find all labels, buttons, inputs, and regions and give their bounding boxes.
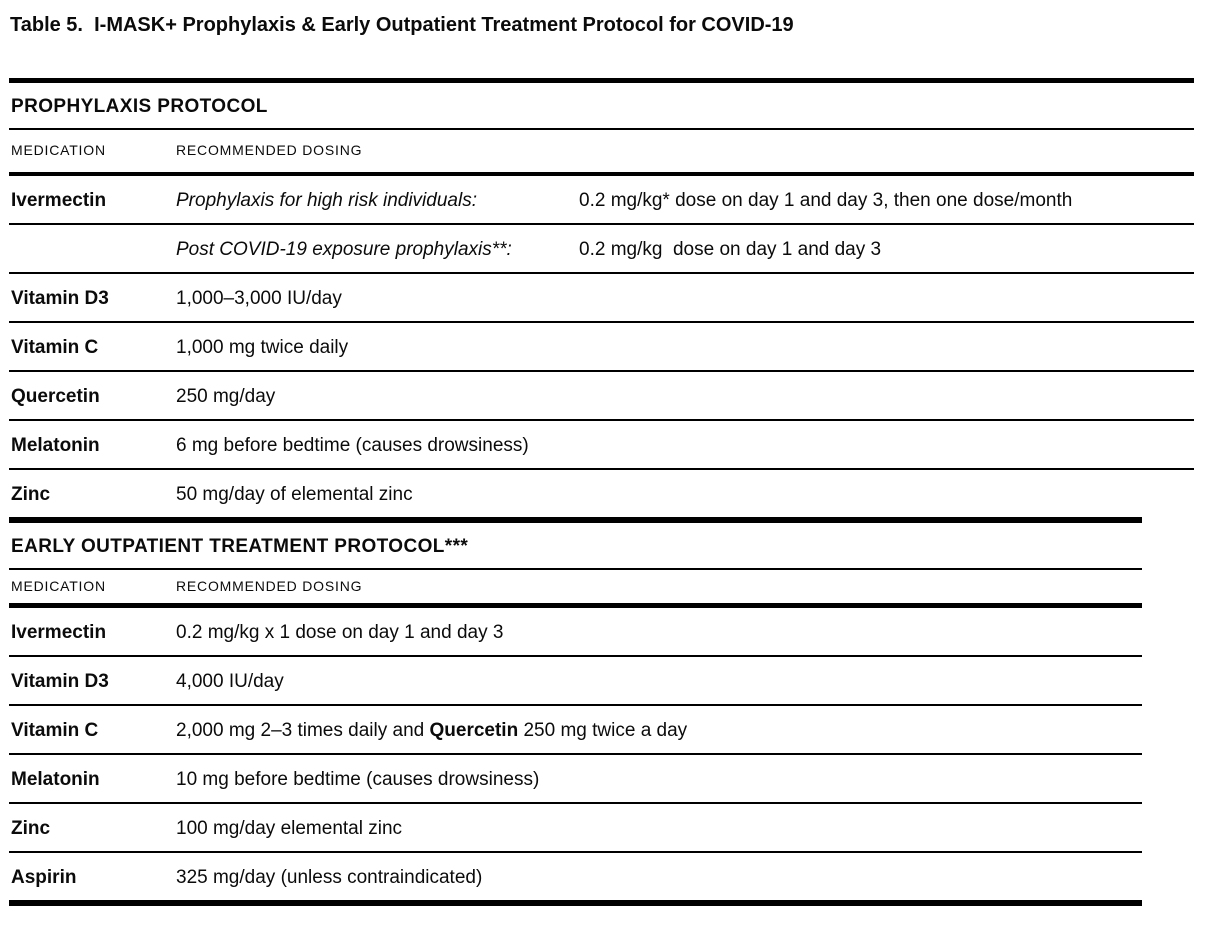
section-header-prophylaxis: PROPHYLAXIS PROTOCOL [9, 83, 1194, 130]
dosing-value: 325 mg/day (unless contraindicated) [176, 867, 483, 888]
dosing-value: 0.2 mg/kg dose on day 1 and day 3 [579, 239, 882, 260]
table-row [9, 853, 1142, 900]
table-row [9, 274, 1194, 323]
table-row [9, 470, 1194, 517]
table-row [9, 225, 1194, 274]
column-header-dosing: RECOMMENDED DOSING [176, 578, 363, 594]
prophylaxis-protocol-table [9, 78, 1194, 517]
medication-name: Quercetin [11, 386, 100, 407]
table-row [9, 372, 1194, 421]
dosing-value: 250 mg/day [176, 386, 276, 407]
medication-name: Vitamin D3 [11, 671, 109, 692]
dosing-value: 0.2 mg/kg* dose on day 1 and day 3, then one dose/month [579, 190, 1073, 211]
medication-name: Vitamin D3 [11, 288, 109, 309]
dosing-context-label: Prophylaxis for high risk individuals: [176, 190, 477, 211]
table-row [9, 608, 1142, 657]
medication-name: Zinc [11, 818, 51, 839]
medication-name: Ivermectin [11, 190, 107, 211]
table-caption: Table 5. I-MASK+ Prophylaxis & Early Outpatient Treatment Protocol for COVID-19 [10, 14, 794, 36]
dosing-value: 1,000–3,000 IU/day [176, 288, 342, 309]
dosing-bold-medication: Quercetin [429, 720, 519, 741]
column-header-dosing: RECOMMENDED DOSING [176, 142, 363, 158]
medication-name: Ivermectin [11, 622, 107, 643]
dosing-value: 4,000 IU/day [176, 671, 284, 692]
column-header-row [9, 130, 1194, 176]
medication-name: Melatonin [11, 435, 100, 456]
table-row [9, 323, 1194, 372]
column-header-medication: MEDICATION [11, 578, 106, 594]
medication-name: Melatonin [11, 769, 100, 790]
table-row [9, 176, 1194, 225]
medication-name: Zinc [11, 484, 51, 505]
medication-name [11, 238, 176, 261]
medication-name: Aspirin [11, 867, 77, 888]
column-header-medication: MEDICATION [11, 142, 106, 158]
column-header-row [9, 570, 1142, 608]
table-row [9, 657, 1142, 706]
dosing-context-label: Post COVID-19 exposure prophylaxis**: [176, 239, 512, 260]
medication-name: Vitamin C [11, 337, 99, 358]
dosing-value: 50 mg/day of elemental zinc [176, 484, 413, 505]
dosing-value: 100 mg/day elemental zinc [176, 818, 403, 839]
early-outpatient-treatment-table [9, 517, 1142, 906]
medication-name: Vitamin C [11, 720, 99, 741]
table-row [9, 421, 1194, 470]
table-row [9, 755, 1142, 804]
table-row [9, 706, 1142, 755]
dosing-text-part: 2,000 mg 2–3 times daily and [176, 720, 430, 741]
dosing-value: 0.2 mg/kg x 1 dose on day 1 and day 3 [176, 622, 504, 643]
dosing-value: 10 mg before bedtime (causes drowsiness) [176, 769, 540, 790]
section-header-early-outpatient: EARLY OUTPATIENT TREATMENT PROTOCOL*** [9, 523, 1142, 570]
dosing-value: 1,000 mg twice daily [176, 337, 349, 358]
dosing-text-part: 250 mg twice a day [518, 720, 688, 741]
table-row [9, 804, 1142, 853]
dosing-value: 6 mg before bedtime (causes drowsiness) [176, 435, 529, 456]
dosing-value [176, 719, 1142, 742]
